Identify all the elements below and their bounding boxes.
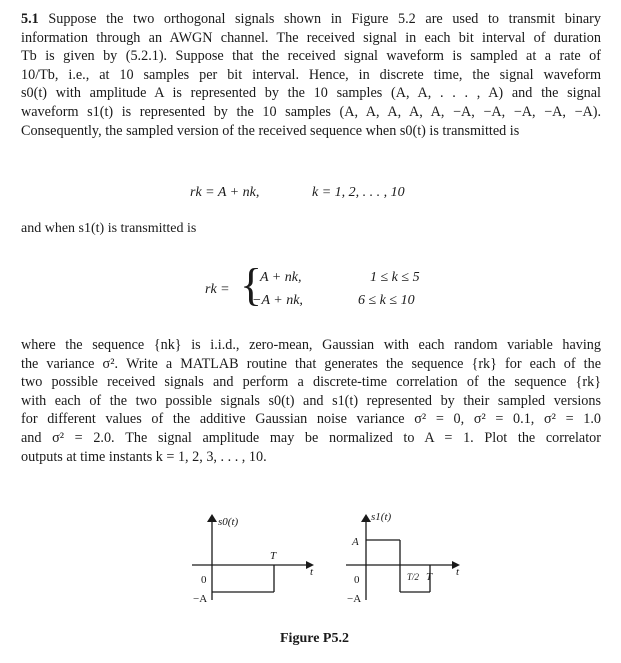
s1-taxis: t bbox=[456, 566, 460, 578]
text-line: for different values of the additive Gaussian noise variance σ² = 0, σ² = 0.1, σ² = 1.0 bbox=[21, 411, 601, 428]
text-line: two possible received signals and perform a discrete-time correlation of the sequence {rk} bbox=[21, 374, 601, 391]
s0-ylabel: s0(t) bbox=[218, 516, 239, 528]
text-line: outputs at time instants k = 1, 2, 3, . . . , 10. bbox=[21, 448, 267, 465]
s0-tmark: T bbox=[270, 550, 277, 562]
s1-neg: −A bbox=[347, 593, 362, 605]
equation-2-lhs: rk = bbox=[205, 282, 230, 297]
equation-2-case1-cond: 1 ≤ k ≤ 5 bbox=[370, 270, 420, 285]
s0-neg: −A bbox=[193, 593, 208, 605]
text-line: Tb is given by (5.2.1). Suppose that the received signal waveform is sampled at a rate of bbox=[21, 48, 601, 65]
figure-caption: Figure P5.2 bbox=[280, 631, 349, 646]
s1-half: T/2 bbox=[407, 572, 420, 582]
transition-text: and when s1(t) is transmitted is bbox=[21, 221, 197, 236]
equation-2-brace: { bbox=[240, 259, 263, 310]
text-line: and σ² = 2.0. The signal amplitude may be normalized to A = 1. Plot the correlator bbox=[21, 429, 601, 446]
text-line: 10/Tb, i.e., at 10 samples per bit interval. Hence, in discrete time, the signal waveform bbox=[21, 66, 601, 83]
s1-pos: A bbox=[352, 536, 359, 548]
text-line: the variance σ². Write a MATLAB routine that generates the sequence {rk} for each of the bbox=[21, 355, 601, 372]
equation-2-case1-expr: A + nk, bbox=[260, 270, 302, 285]
s1-tmark: T bbox=[426, 571, 433, 583]
s0-zero: 0 bbox=[201, 574, 207, 586]
equation-1-right: k = 1, 2, . . . , 10 bbox=[312, 185, 405, 200]
problem-number: 5.1 bbox=[21, 11, 39, 27]
text-line: 5.1 Suppose the two orthogonal signals shown in Figure 5.2 are used to transmit binary bbox=[21, 11, 601, 27]
equation-1-left: rk = A + nk, bbox=[190, 185, 260, 200]
equation-2-case2-expr: −A + nk, bbox=[252, 293, 303, 308]
s1-zero: 0 bbox=[354, 574, 360, 586]
text-line: Consequently, the sampled version of the received sequence when s0(t) is transmitted is bbox=[21, 122, 520, 139]
text-line: information through an AWGN channel. The received signal in each bit interval of duration bbox=[21, 29, 601, 46]
text-line: s0(t) with amplitude A is represented by the 10 samples (A, A, . . . , A) and the signal bbox=[21, 85, 601, 102]
text-line: waveform s1(t) is represented by the 10 samples (A, A, A, A, A, −A, −A, −A, −A, −A). bbox=[21, 103, 601, 120]
text-line: with each of the two possible signals s0(t) and s1(t) represented by their sampled versions bbox=[21, 392, 601, 409]
text-line: where the sequence {nk} is i.i.d., zero-mean, Gaussian with each random variable having bbox=[21, 337, 601, 353]
s1-ylabel: s1(t) bbox=[371, 511, 392, 523]
s0-taxis: t bbox=[310, 566, 314, 578]
equation-2-case2-cond: 6 ≤ k ≤ 10 bbox=[358, 293, 415, 308]
s1-y-arrow-icon bbox=[361, 514, 371, 522]
